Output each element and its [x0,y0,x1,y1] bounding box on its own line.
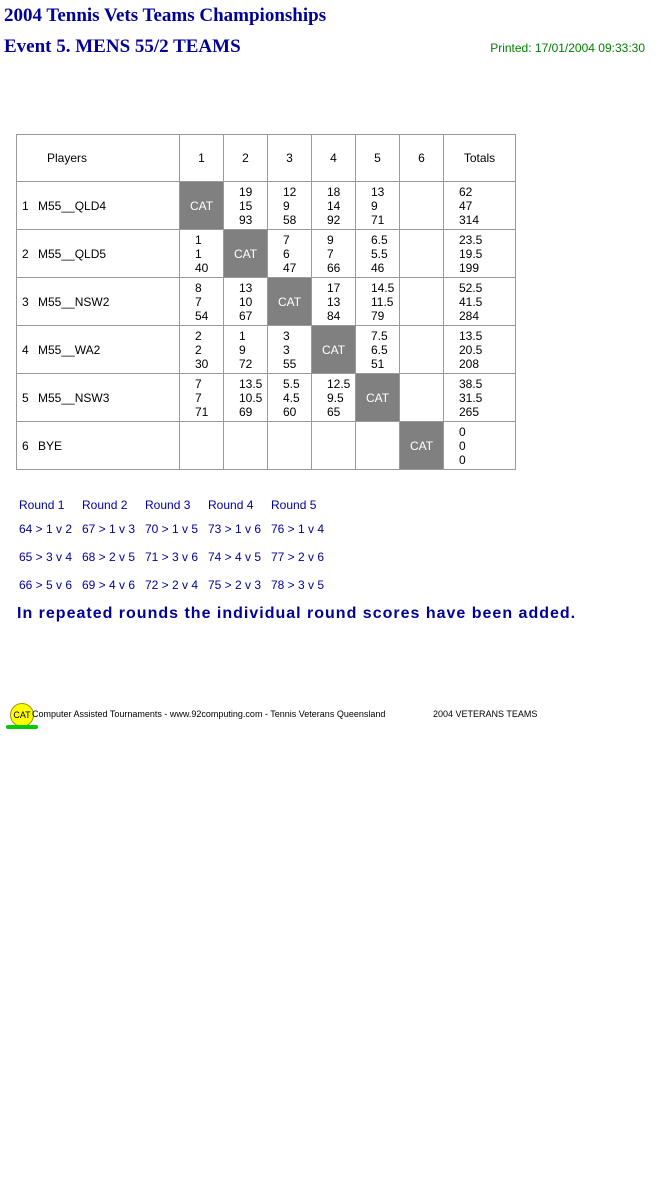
score-cell: 12.5 9.5 65 [312,374,356,422]
score-cell: 13 10 67 [224,278,268,326]
score-cell: 1 9 72 [224,326,268,374]
col-header-6: 6 [400,135,444,182]
score-cell: 14.5 11.5 79 [356,278,400,326]
rounds-schedule [19,498,334,606]
table-row [17,422,516,470]
match-entry: 74 > 4 v 5 [208,550,262,564]
score-cell [400,182,444,230]
match-entry: 71 > 3 v 6 [145,550,199,564]
score-cell: 7.5 6.5 51 [356,326,400,374]
logo-underline [6,725,38,729]
match-entry: 77 > 2 v 6 [271,550,325,564]
score-cell [356,422,400,470]
player-number: 4 [22,342,29,357]
player-number: 3 [22,294,29,309]
match-entry: 70 > 1 v 5 [145,522,199,536]
player-number: 6 [22,438,29,453]
player-cell [17,230,180,278]
match-entry: 69 > 4 v 6 [82,578,136,592]
player-cell [17,374,180,422]
score-cell: 13 9 71 [356,182,400,230]
cat-cell: CAT [268,278,312,326]
match-entry: 67 > 1 v 3 [82,522,136,536]
match-entry: 66 > 5 v 6 [19,578,73,592]
table-row [17,326,516,374]
totals-cell: 13.5 20.5 208 [444,326,516,374]
totals-cell: 62 47 314 [444,182,516,230]
score-cell: 13.5 10.5 69 [224,374,268,422]
match-entry: 73 > 1 v 6 [208,522,262,536]
player-name: M55__NSW3 [38,390,110,405]
match-entry: 78 > 3 v 5 [271,578,325,592]
grid-header-row [17,135,516,182]
cat-cell: CAT [356,374,400,422]
player-name: M55__NSW2 [38,294,110,309]
score-cell: 8 7 54 [180,278,224,326]
printed-timestamp: Printed: 17/01/2004 09:33:30 [490,41,645,55]
player-name: M55__QLD5 [38,246,107,261]
scores-note: In repeated rounds the individual round scores have been added. [17,605,577,622]
score-cell: 9 7 66 [312,230,356,278]
score-cell: 12 9 58 [268,182,312,230]
score-cell [400,374,444,422]
round-header: Round 3 [145,498,191,512]
results-grid [16,134,516,470]
cat-cell: CAT [312,326,356,374]
footer-credit: Computer Assisted Tournaments - www.92computing.com - Tennis Veterans Queensland [32,709,386,719]
round-header: Round 5 [271,498,317,512]
score-cell [224,422,268,470]
score-cell: 18 14 92 [312,182,356,230]
score-cell [180,422,224,470]
score-cell: 1 1 40 [180,230,224,278]
totals-cell: 52.5 41.5 284 [444,278,516,326]
match-entry: 65 > 3 v 4 [19,550,73,564]
rounds-line [19,578,334,606]
totals-header: Totals [444,135,516,182]
player-cell [17,326,180,374]
player-name: M55__WA2 [38,342,101,357]
totals-cell: 38.5 31.5 265 [444,374,516,422]
col-header-5: 5 [356,135,400,182]
cat-logo: CAT [10,703,34,727]
footer-event-name: 2004 VETERANS TEAMS [433,709,538,719]
match-entry: 75 > 2 v 3 [208,578,262,592]
player-name: M55__QLD4 [38,198,107,213]
player-number: 1 [22,198,29,213]
players-header: Players [17,135,180,182]
player-number: 5 [22,390,29,405]
round-header: Round 1 [19,498,65,512]
score-cell [400,230,444,278]
score-cell [312,422,356,470]
table-row [17,230,516,278]
match-entry: 72 > 2 v 4 [145,578,199,592]
rounds-header-row [19,498,334,522]
score-cell: 6.5 5.5 46 [356,230,400,278]
rounds-line [19,550,334,578]
score-cell: 7 7 71 [180,374,224,422]
event-title: Event 5. MENS 55/2 TEAMS [4,36,241,57]
col-header-4: 4 [312,135,356,182]
score-cell [400,278,444,326]
match-entry: 76 > 1 v 4 [271,522,325,536]
table-row [17,182,516,230]
player-number: 2 [22,246,29,261]
col-header-2: 2 [224,135,268,182]
round-header: Round 4 [208,498,254,512]
score-cell [400,326,444,374]
cat-cell: CAT [180,182,224,230]
totals-cell: 0 0 0 [444,422,516,470]
score-cell: 7 6 47 [268,230,312,278]
player-cell [17,278,180,326]
player-name: BYE [38,438,63,453]
cat-cell: CAT [224,230,268,278]
page-title: 2004 Tennis Vets Teams Championships [4,5,327,26]
col-header-1: 1 [180,135,224,182]
player-cell [17,182,180,230]
cat-cell: CAT [400,422,444,470]
rounds-line [19,522,334,550]
totals-cell: 23.5 19.5 199 [444,230,516,278]
round-header: Round 2 [82,498,128,512]
col-header-3: 3 [268,135,312,182]
table-row [17,374,516,422]
score-cell: 19 15 93 [224,182,268,230]
score-cell: 17 13 84 [312,278,356,326]
match-entry: 64 > 1 v 2 [19,522,73,536]
score-cell: 3 3 55 [268,326,312,374]
score-cell: 5.5 4.5 60 [268,374,312,422]
match-entry: 68 > 2 v 5 [82,550,136,564]
player-cell [17,422,180,470]
table-row [17,278,516,326]
score-cell [268,422,312,470]
score-cell: 2 2 30 [180,326,224,374]
